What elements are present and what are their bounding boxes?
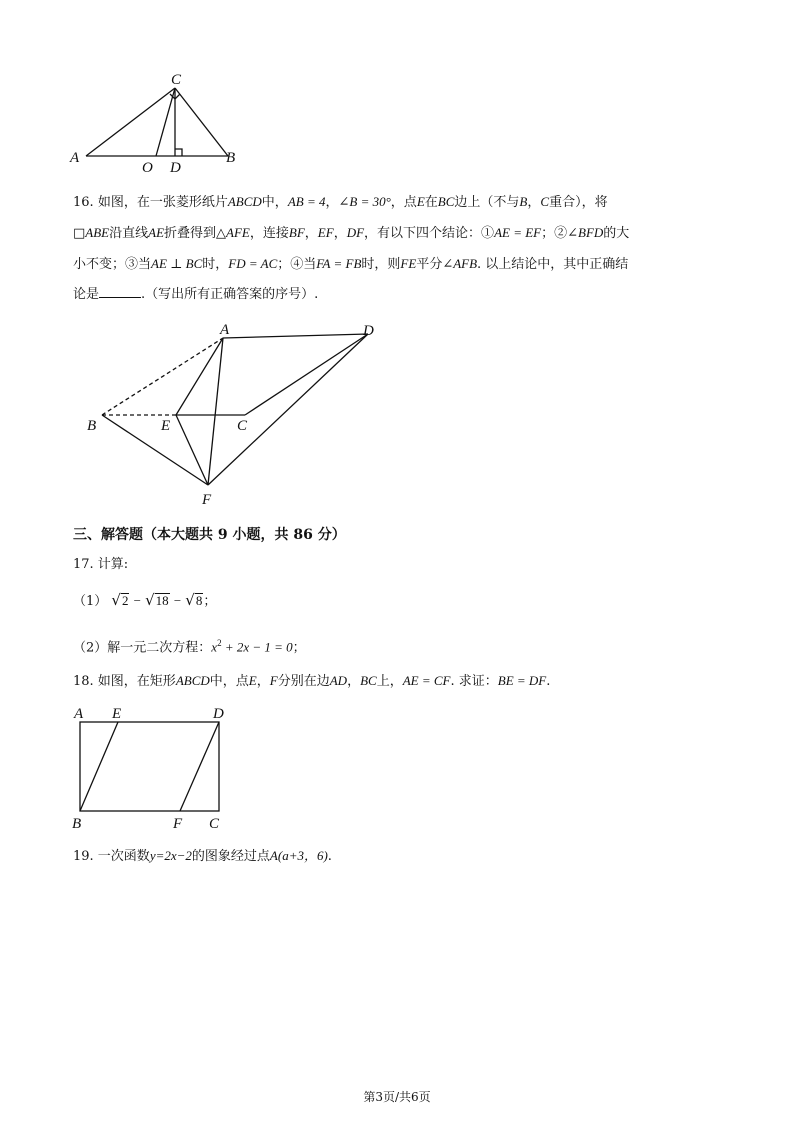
label-c: C [171, 72, 182, 88]
segment-co [156, 88, 175, 156]
figure-rhombus [80, 318, 390, 513]
q16-line-4: 论是 .（写出所有正确答案的序号）. [73, 287, 319, 302]
segment-ab-dashed [102, 338, 223, 415]
rectangle-abcd [80, 722, 219, 811]
segment-dc [245, 334, 368, 415]
label-f: F [173, 816, 183, 832]
label-d: D [363, 323, 374, 339]
q17-title: 17. 计算: [73, 557, 129, 572]
label-e: E [161, 418, 171, 434]
answer-blank[interactable] [99, 285, 141, 298]
segment-be [80, 722, 118, 811]
label-d: D [170, 160, 181, 176]
label-b: B [226, 150, 236, 166]
label-e: E [112, 706, 122, 722]
label-b: B [72, 816, 82, 832]
q17-part-2: （2）解一元二次方程：$x^2 + 2x - 1 = 0$； [73, 638, 306, 656]
label-a: A [74, 706, 84, 722]
label-o: O [142, 160, 153, 176]
segment-ac [86, 88, 175, 156]
q16-line-2: □ABE沿直线AE折叠得到△AFE，连接BF，EF，DF，有以下四个结论：①AE = EF；②∠BFD的大 [73, 225, 630, 241]
q19-text: 19. 一次函数y=2x−2的图象经过点A(a+3，6). [73, 848, 332, 864]
segment-df [208, 334, 368, 485]
label-a: A [220, 322, 230, 338]
figure-rectangle [62, 700, 242, 835]
label-d: D [213, 706, 224, 722]
right-angle-mark-d [175, 149, 182, 156]
page-footer: 第3页/共6页 [363, 1090, 431, 1104]
label-f: F [202, 492, 212, 508]
q18-text: 18. 如图，在矩形ABCD中，点E，F分别在边AD，BC上，AE = CF. 求证：BE = DF. [73, 673, 551, 689]
label-a: A [70, 150, 80, 166]
section-3-heading: 三、解答题（本大题共 9 小题，共 86 分） [73, 527, 346, 543]
q17-part-1: （1） √2 − √18 − √8； [73, 591, 217, 609]
figure-triangle [60, 68, 260, 178]
segment-bc [175, 88, 228, 156]
q16-line-1: 16. 如图，在一张菱形纸片ABCD中，AB = 4，∠B = 30°，点E在BC边上（不与B，C重合），将 [73, 194, 608, 210]
label-c: C [209, 816, 220, 832]
label-c: C [237, 418, 248, 434]
segment-fd [180, 722, 219, 811]
segment-ad [223, 334, 368, 338]
label-b: B [87, 418, 97, 434]
q16-line-3: 小不变；③当AE ⊥ BC时，FD = AC；④当FA = FB时，则FE平分∠AFB. 以上结论中，其中正确结 [73, 256, 629, 272]
